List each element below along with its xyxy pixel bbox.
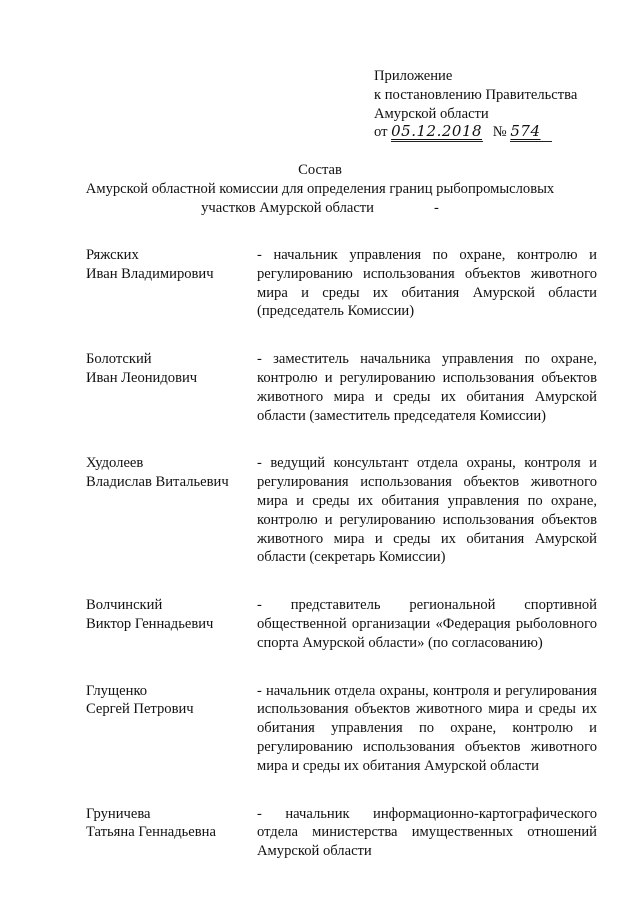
- member-name: [86, 805, 257, 861]
- member-row: [86, 454, 606, 567]
- member-row: [86, 682, 606, 776]
- member-surname: Волчинский: [86, 597, 163, 614]
- member-surname: Ряжских: [86, 247, 139, 263]
- appendix-block: [374, 67, 614, 142]
- handwritten-number: 574: [510, 122, 541, 141]
- date-prefix: от: [374, 124, 388, 141]
- member-row: [86, 350, 606, 425]
- member-row: [86, 246, 606, 321]
- member-surname: Болотский: [86, 351, 152, 368]
- appendix-region: Амурской области: [374, 105, 489, 122]
- member-role: - представитель региональной спортивной общественной организации «Федерация рыболовного спорта Амурской области» (по согласованию): [257, 597, 597, 651]
- member-row: [86, 596, 606, 652]
- number-field: [510, 123, 552, 142]
- title-heading: Состав: [298, 162, 342, 178]
- title-stray-mark: -: [434, 199, 439, 216]
- member-name: [86, 682, 257, 776]
- member-given-name: Иван Леонидович: [86, 369, 198, 386]
- appendix-resolution: к постановлению Правительства: [374, 86, 578, 103]
- member-role: - ведущий консультант отдела охраны, контроля и регулирования использования объектов животного мира и среды их обитания управления по охране, контролю и регулированию использования объектов животного мира и среды их обитания Амурской области (секретарь Комиссии): [257, 455, 597, 566]
- title-areas: участков Амурской области -: [201, 199, 439, 216]
- member-name: [86, 246, 257, 321]
- member-given-name: Сергей Петрович: [86, 701, 194, 718]
- member-role: - заместитель начальника управления по охране, контролю и регулированию использования объектов животного мира и среды их обитания Амурской области (заместитель председателя Комиссии): [257, 351, 597, 424]
- title-commission: Амурской областной комиссии для определения границ рыбопромысловых: [85, 180, 555, 197]
- members-list: [86, 246, 606, 890]
- member-name: [86, 454, 257, 567]
- member-given-name: Татьяна Геннадьевна: [86, 824, 216, 841]
- member-given-name: Владислав Витальевич: [86, 474, 229, 491]
- member-given-name: Иван Владимирович: [86, 265, 214, 282]
- member-name: [86, 596, 257, 652]
- document-title: [0, 161, 640, 217]
- member-name: [86, 350, 257, 425]
- member-given-name: Виктор Геннадьевич: [86, 615, 214, 632]
- member-surname: Худолеев: [86, 455, 144, 472]
- appendix-date-line: [374, 123, 614, 142]
- member-role: - начальник отдела охраны, контроля и регулирования использования объектов животного мира и среды их обитания управления по охране, контролю и регулированию использования объектов животного мира и среды их обитания Амурской области: [257, 682, 597, 774]
- member-row: [86, 805, 606, 861]
- member-surname: Груничева: [86, 805, 151, 822]
- handwritten-date: 05.12.2018: [391, 122, 483, 141]
- number-prefix: №: [492, 124, 507, 141]
- member-role: - начальник информационно-картографического отдела министерства имущественных отношений Амурской области: [257, 805, 597, 860]
- member-surname: Глущенко: [86, 682, 148, 699]
- appendix-title: Приложение: [374, 68, 453, 84]
- date-field: [391, 123, 483, 142]
- member-role: - начальник управления по охране, контролю и регулированию использования объектов животного мира и среды их обитания Амурской области (председатель Комиссии): [257, 247, 597, 320]
